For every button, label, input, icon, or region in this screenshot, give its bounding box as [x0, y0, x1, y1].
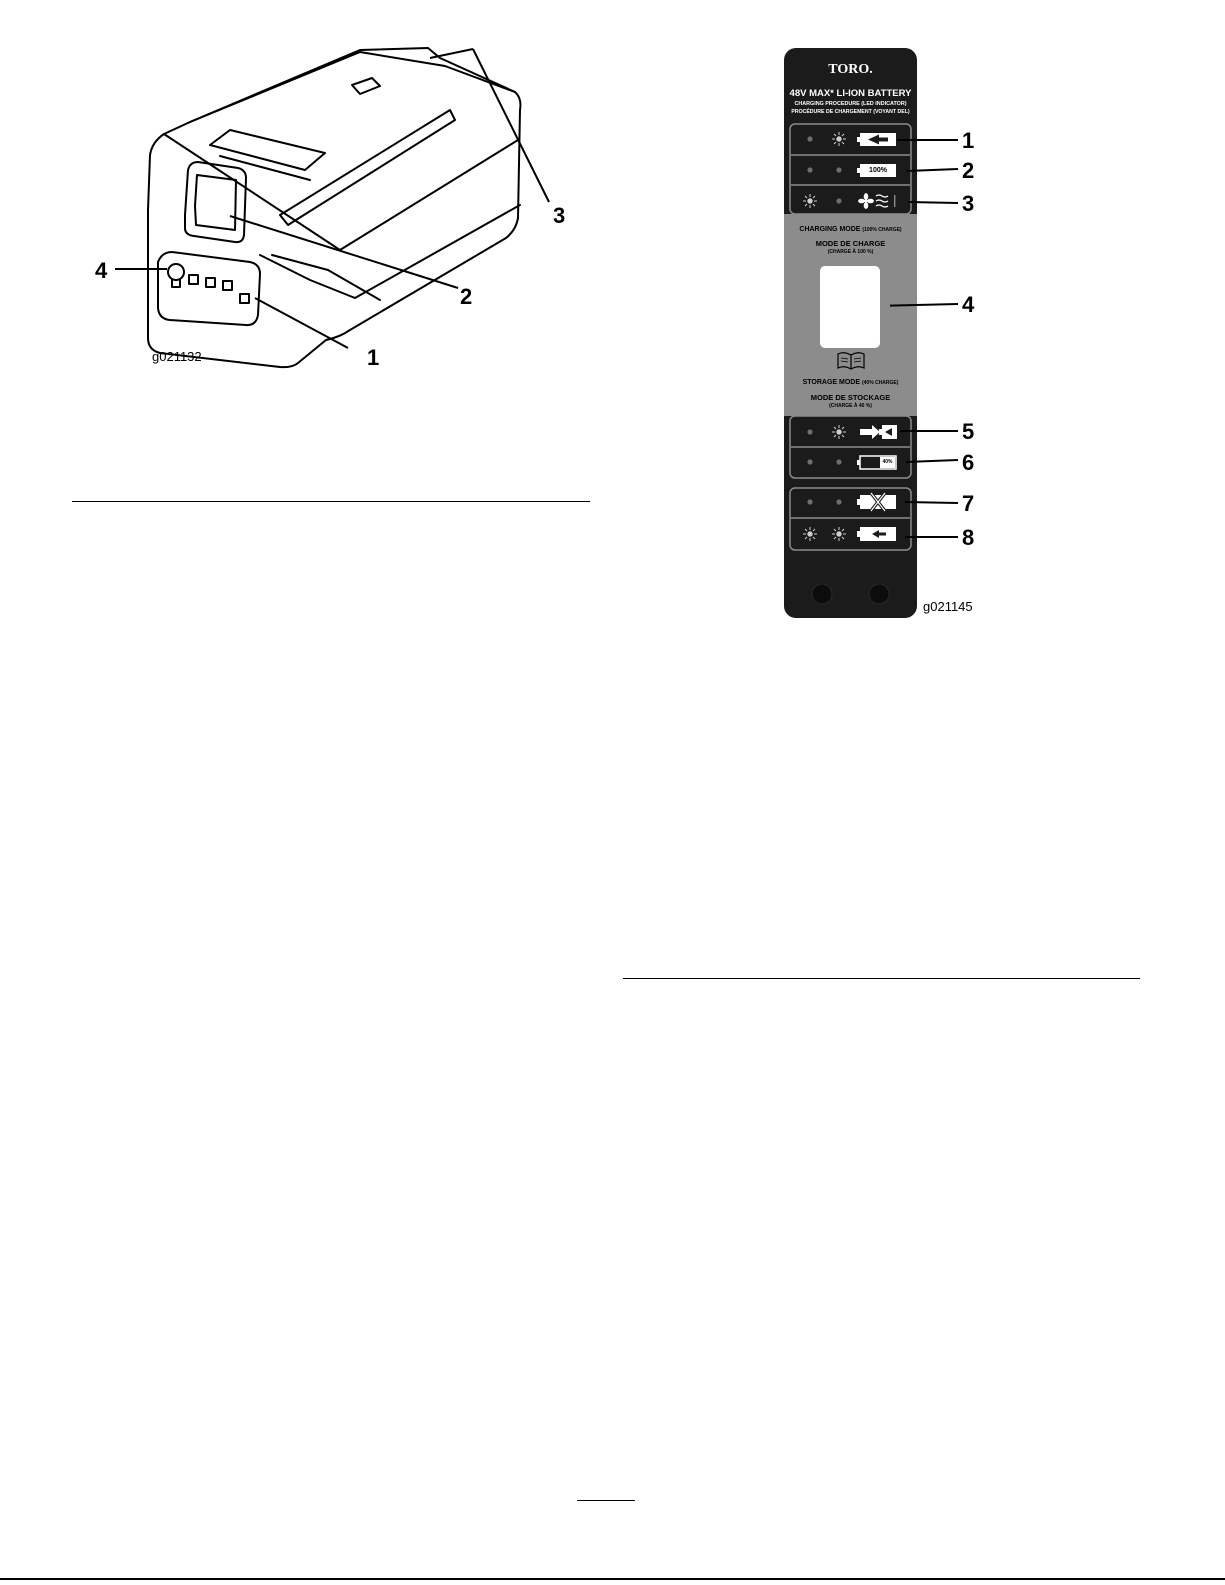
charging-mode-fr-note: (CHARGE À 100 %)	[827, 249, 874, 255]
right-callout-2: 2	[962, 158, 975, 183]
footer-page-rule	[577, 1500, 635, 1501]
decal-subtitle-en: CHARGING PROCEDURE (LED INDICATOR)	[794, 101, 907, 107]
battery-full-label: 100%	[869, 167, 887, 174]
right-figure-id: g021145	[923, 599, 973, 614]
charging-mode-fr: MODE DE CHARGE	[815, 239, 886, 248]
page-bottom-rule	[0, 1578, 1225, 1580]
right-callout-5: 5	[962, 419, 975, 444]
right-callout-6: 6	[962, 450, 975, 475]
left-callout-2: 2	[460, 284, 473, 309]
right-callout-3: 3	[962, 191, 975, 216]
left-callout-4: 4	[95, 258, 108, 283]
right-callout-7: 7	[962, 491, 975, 516]
right-callout-4: 4	[962, 292, 975, 317]
charging-mode-en: CHARGING MODE	[799, 226, 861, 233]
decal-leader-lines	[890, 120, 960, 550]
right-column-rule	[623, 978, 1140, 979]
storage-mode-en: STORAGE MODE	[802, 379, 861, 386]
storage-mode-fr-note: (CHARGE À 40 %)	[829, 403, 872, 409]
charging-mode-en-note: (100% CHARGE)	[862, 227, 902, 233]
left-column-rule	[72, 501, 590, 502]
battery-pack-illustration	[60, 30, 600, 380]
brand-logo: TORO.	[828, 62, 873, 77]
storage-mode-en-note: (40% CHARGE)	[861, 380, 899, 386]
left-callout-1: 1	[367, 345, 380, 370]
battery-storage-label: 40%	[882, 459, 893, 465]
decal-title: 48V MAX* LI-ION BATTERY	[789, 88, 912, 99]
left-callout-3: 3	[553, 203, 566, 228]
storage-mode-fr: MODE DE STOCKAGE	[810, 393, 891, 402]
right-callout-8: 8	[962, 525, 975, 550]
right-callout-1: 1	[962, 128, 975, 153]
left-figure-id: g021132	[152, 349, 202, 364]
decal-subtitle-fr: PROCÉDURE DE CHARGEMENT (VOYANT DEL)	[791, 109, 910, 115]
